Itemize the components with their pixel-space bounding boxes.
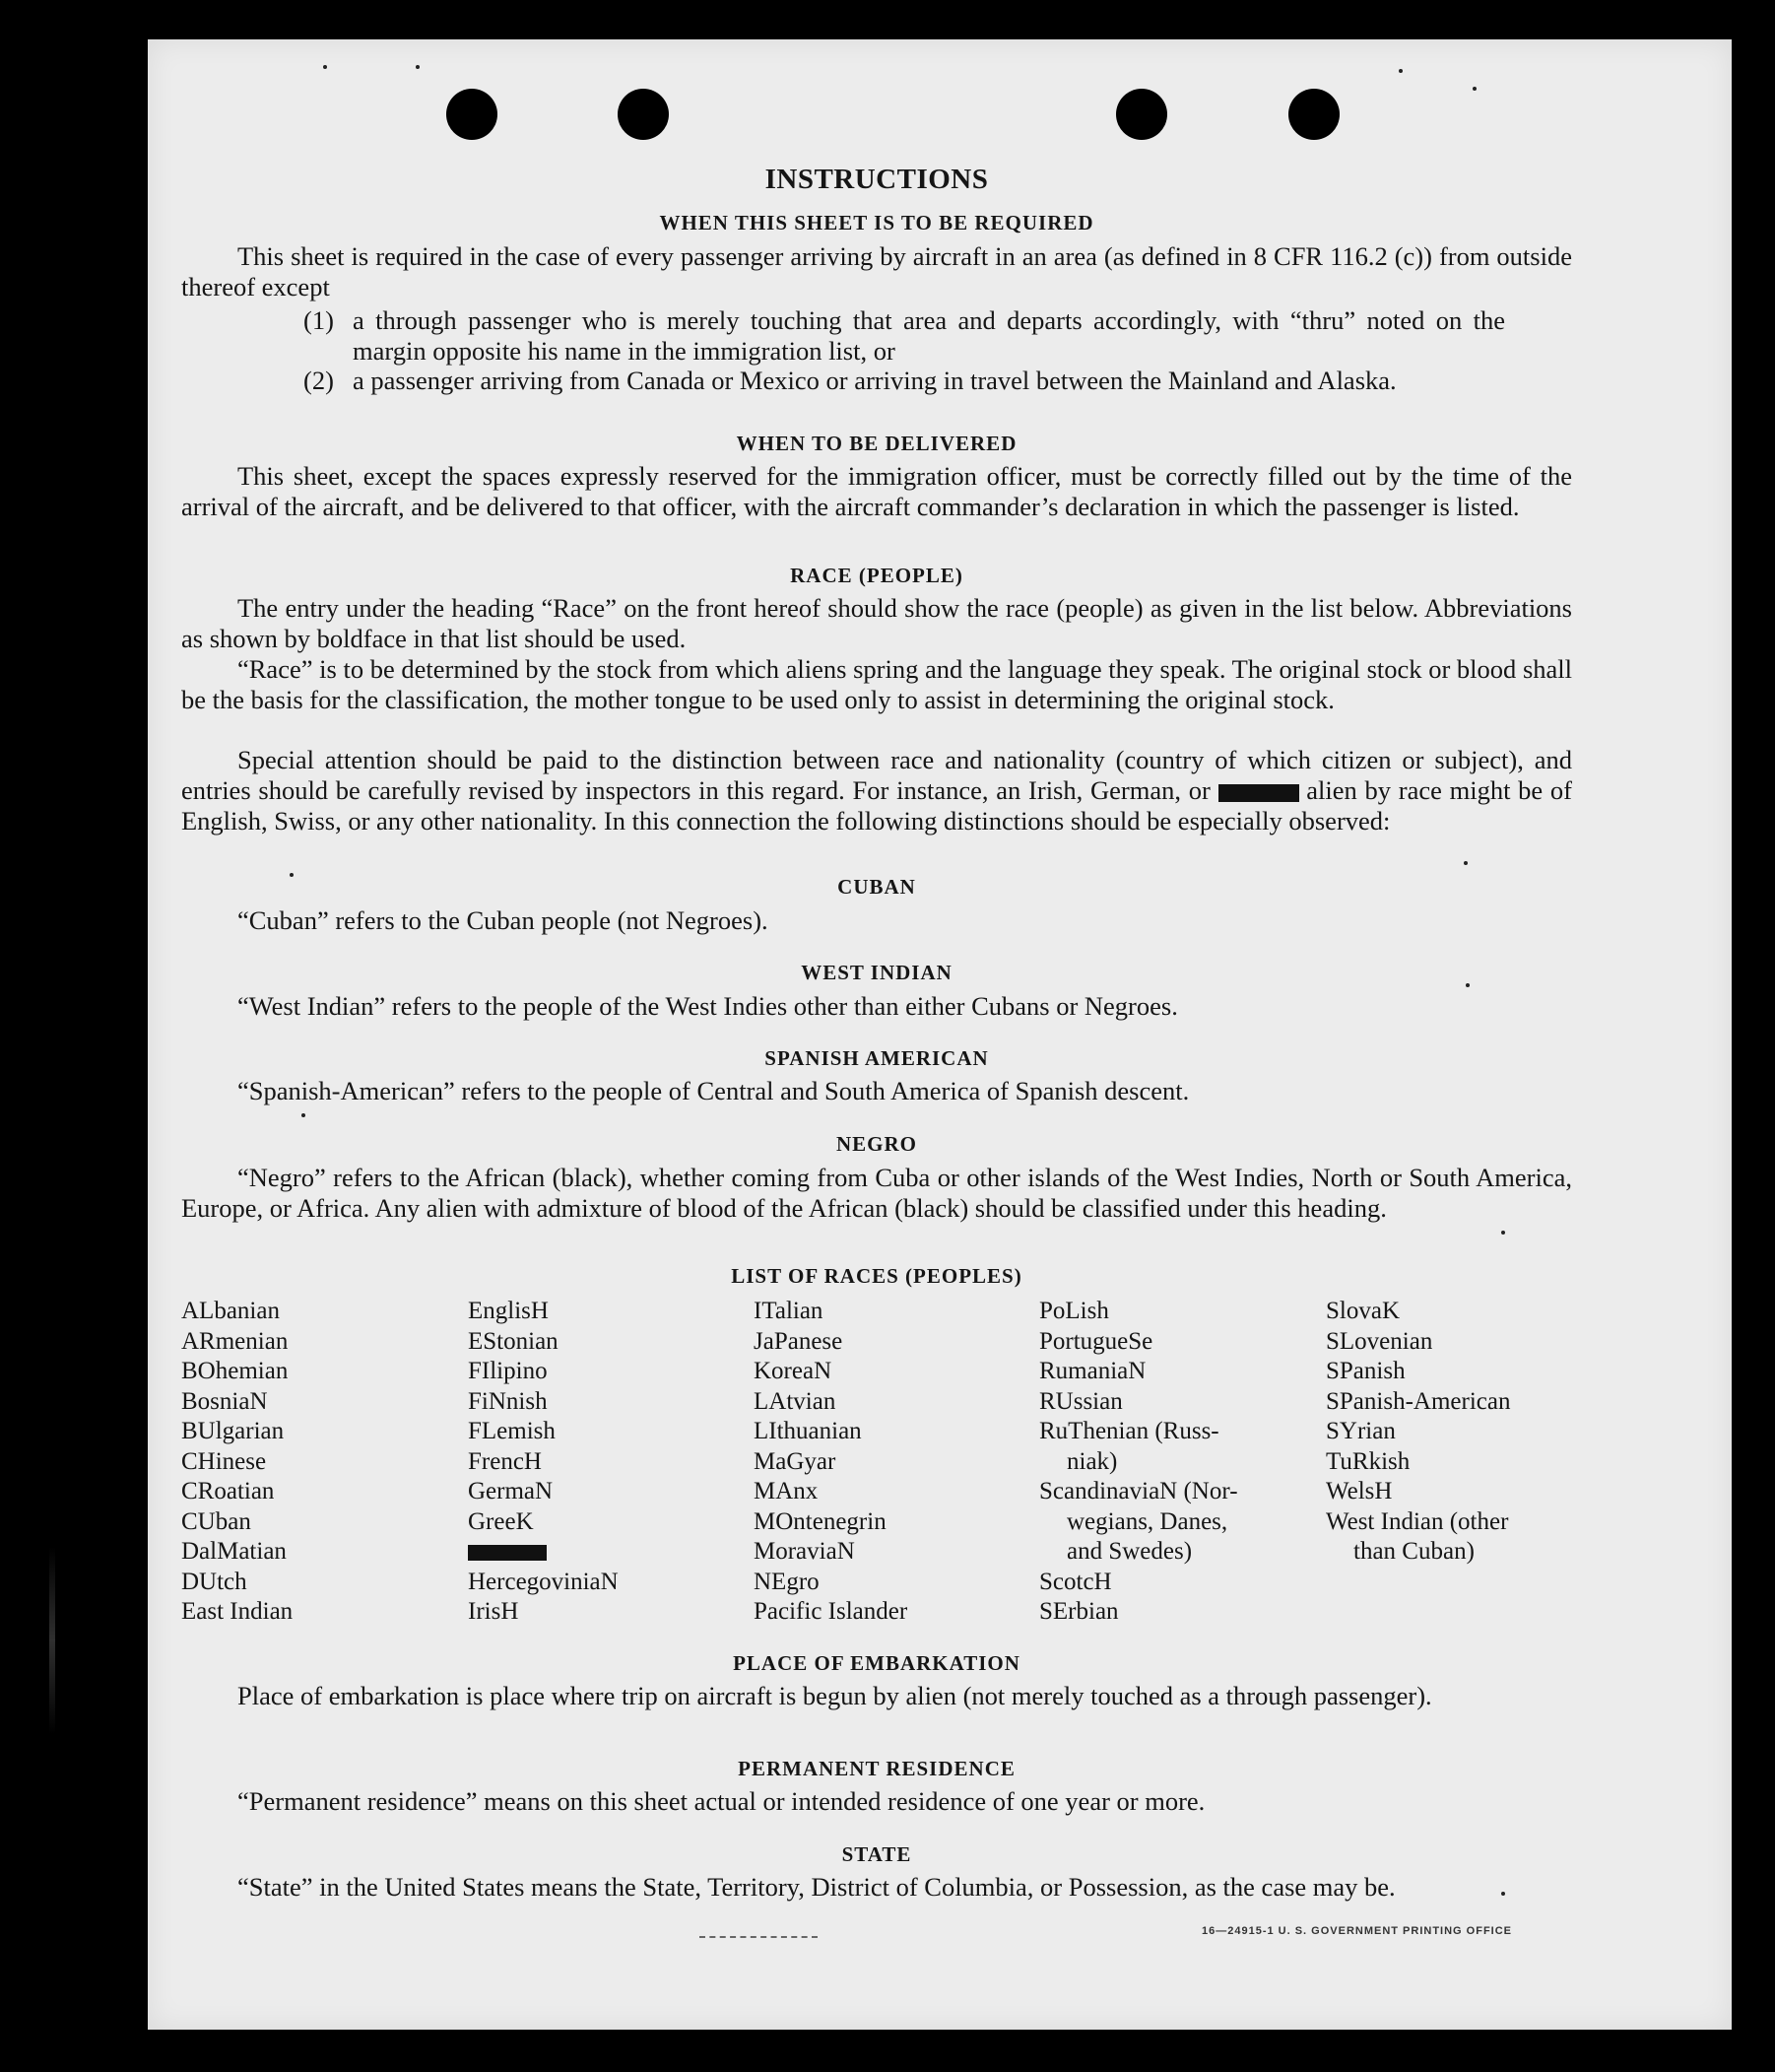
race-entry: RumaniaN (1039, 1358, 1147, 1384)
race-entry: SPanish (1326, 1358, 1406, 1384)
punch-hole (1288, 89, 1340, 140)
race-entry: DUtch (181, 1568, 247, 1595)
paragraph: “West Indian” refers to the people of the West Indies other than either Cubans or Negroes. (237, 991, 1178, 1021)
section-heading: WHEN TO BE DELIVERED (736, 432, 1018, 455)
section-heading: LIST OF RACES (PEOPLES) (731, 1264, 1022, 1288)
redaction-mark (468, 1545, 547, 1561)
punch-hole (618, 89, 669, 140)
race-entry: NEgro (754, 1568, 820, 1595)
race-entry: ARmenian (181, 1327, 289, 1355)
race-entry: CHinese (181, 1447, 267, 1475)
race-entry: RUssian (1039, 1387, 1123, 1415)
race-entry (468, 1537, 619, 1568)
race-entry: EnglisH (468, 1298, 549, 1324)
race-entry: CRoatian (181, 1478, 275, 1504)
list-item (303, 366, 1574, 427)
race-entry: SlovaK (1326, 1298, 1400, 1324)
race-entry: MaGyar (754, 1447, 836, 1475)
divider (699, 1936, 818, 1938)
race-entry: SErbian (1039, 1598, 1119, 1625)
paragraph: The entry under the heading “Race” on the front hereof should show the race (people) as given in the list below. Abbreviations as shown by boldface in that list should be used. (181, 593, 1572, 653)
race-entry: KoreaN (754, 1358, 832, 1384)
race-entry: SLovenian (1326, 1327, 1433, 1355)
race-entry: Pacific Islander (754, 1598, 908, 1625)
race-column (1326, 1297, 1510, 1568)
race-entry: ALbanian (181, 1298, 280, 1324)
race-entry: wegians, Danes, (1067, 1507, 1228, 1535)
scan-edge-mark (49, 1547, 55, 1734)
paragraph: “Race” is to be determined by the stock from which aliens spring and the language they speak. The original stock or blood shall be the basis for the classification, the mother tongue to be used only to assist in determining the original stock. (181, 654, 1572, 714)
race-entry: MOntenegrin (754, 1507, 887, 1535)
section-heading: RACE (PEOPLE) (790, 564, 963, 587)
race-entry: GreeK (468, 1507, 534, 1535)
race-entry: MoraviaN (754, 1538, 855, 1565)
item-number: (2) (303, 366, 334, 395)
race-entry: East Indian (181, 1598, 294, 1625)
paragraph-part: alien by race might be of English, Swiss, or any other nationality. In this connection the following distinctions should be especially observed: (181, 775, 1573, 835)
paragraph: “Negro” refers to the African (black), whether coming from Cuba or other islands of the West Indies, North or South America, Europe, or Africa. Any alien with admixture of blood of the African (black) should be classified under this heading. (181, 1163, 1572, 1223)
race-entry: BUlgarian (181, 1418, 285, 1444)
race-column (181, 1297, 293, 1628)
punch-hole (446, 89, 497, 140)
race-entry: GermaN (468, 1478, 554, 1504)
section-heading: CUBAN (837, 875, 916, 899)
race-entry: and Swedes) (1067, 1538, 1193, 1565)
paragraph (181, 745, 1572, 836)
race-entry: SPanish-American (1326, 1387, 1511, 1415)
race-entry: EStonian (468, 1327, 559, 1355)
section-heading: PLACE OF EMBARKATION (733, 1651, 1020, 1675)
race-entry: WelsH (1326, 1478, 1393, 1504)
race-entry: HercegoviniaN (468, 1568, 619, 1595)
section-heading: WEST INDIAN (801, 961, 953, 984)
race-entry: ITalian (754, 1298, 823, 1324)
section-heading: SPANISH AMERICAN (764, 1046, 989, 1070)
item-text: a passenger arriving from Canada or Mexico or arriving in travel between the Mainland and Alaska. (353, 366, 1397, 395)
race-entry: LIthuanian (754, 1418, 862, 1444)
race-entry: BosniaN (181, 1387, 268, 1415)
race-entry: FLemish (468, 1418, 556, 1444)
instruction-sheet (148, 39, 1732, 2030)
race-entry: LAtvian (754, 1387, 836, 1415)
printing-office-code: 16—24915-1 U. S. GOVERNMENT PRINTING OFFICE (1202, 1925, 1513, 1937)
section-heading: NEGRO (835, 1132, 917, 1156)
race-entry: RuThenian (Russ- (1039, 1418, 1219, 1444)
paragraph: “Cuban” refers to the Cuban people (not Negroes). (237, 905, 768, 935)
race-column (468, 1297, 619, 1628)
paragraph: “State” in the United States means the State, Territory, District of Columbia, or Possession, as the case may be. (237, 1872, 1396, 1902)
paragraph: “Spanish-American” refers to the people of Central and South America of Spanish descent. (237, 1076, 1190, 1105)
race-entry: ScotcH (1039, 1568, 1112, 1595)
race-entry: niak) (1067, 1447, 1118, 1475)
race-entry: FrencH (468, 1447, 542, 1475)
paragraph: This sheet is required in the case of every passenger arriving by aircraft in an area (as defined in 8 CFR 116.2 (c)) from outside thereof except (181, 241, 1572, 301)
race-entry: MAnx (754, 1478, 819, 1504)
race-entry: than Cuban) (1353, 1538, 1475, 1565)
race-column (1039, 1297, 1238, 1628)
section-heading: STATE (841, 1842, 912, 1866)
race-entry: PoLish (1039, 1298, 1109, 1324)
section-heading: PERMANENT RESIDENCE (738, 1757, 1016, 1780)
page-title: INSTRUCTIONS (764, 164, 989, 195)
race-entry: IrisH (468, 1598, 519, 1625)
paragraph: Place of embarkation is place where trip on aircraft is begun by alien (not merely touched as a through passenger). (237, 1681, 1432, 1710)
race-entry: FIlipino (468, 1358, 548, 1384)
race-entry: FiNnish (468, 1387, 548, 1415)
section-heading: WHEN THIS SHEET IS TO BE REQUIRED (659, 211, 1094, 234)
paragraph: “Permanent residence” means on this sheet actual or intended residence of one year or more. (237, 1786, 1206, 1816)
punch-hole (1116, 89, 1167, 140)
race-entry: BOhemian (181, 1358, 289, 1384)
paragraph: This sheet, except the spaces expressly reserved for the immigration officer, must be correctly filled out by the time of the arrival of the aircraft, and be delivered to that officer, with the aircraft commander’s declaration in which the passenger is listed. (181, 461, 1572, 521)
race-column (754, 1297, 907, 1628)
race-entry: TuRkish (1326, 1447, 1411, 1475)
item-text: a through passenger who is merely touching that area and departs accordingly, with “thru” noted on the margin opposite his name in the immigration list, or (353, 305, 1505, 366)
paragraph-part: Special attention should be paid to the distinction between race and nationality (country of which citizen or subject), and entries should be carefully revised by inspectors in this regard. For instance, an Irish, German, or (181, 745, 1572, 805)
race-entry: JaPanese (754, 1327, 843, 1355)
redaction-mark (1218, 784, 1299, 802)
list-item (303, 305, 1574, 367)
race-entry: DalMatian (181, 1538, 287, 1565)
race-entry: SYrian (1326, 1418, 1396, 1444)
race-entry: CUban (181, 1507, 251, 1535)
item-number: (1) (303, 305, 334, 335)
race-entry: West Indian (other (1326, 1507, 1509, 1535)
race-entry: ScandinaviaN (Nor- (1039, 1478, 1238, 1504)
race-entry: PortugueSe (1039, 1327, 1153, 1355)
